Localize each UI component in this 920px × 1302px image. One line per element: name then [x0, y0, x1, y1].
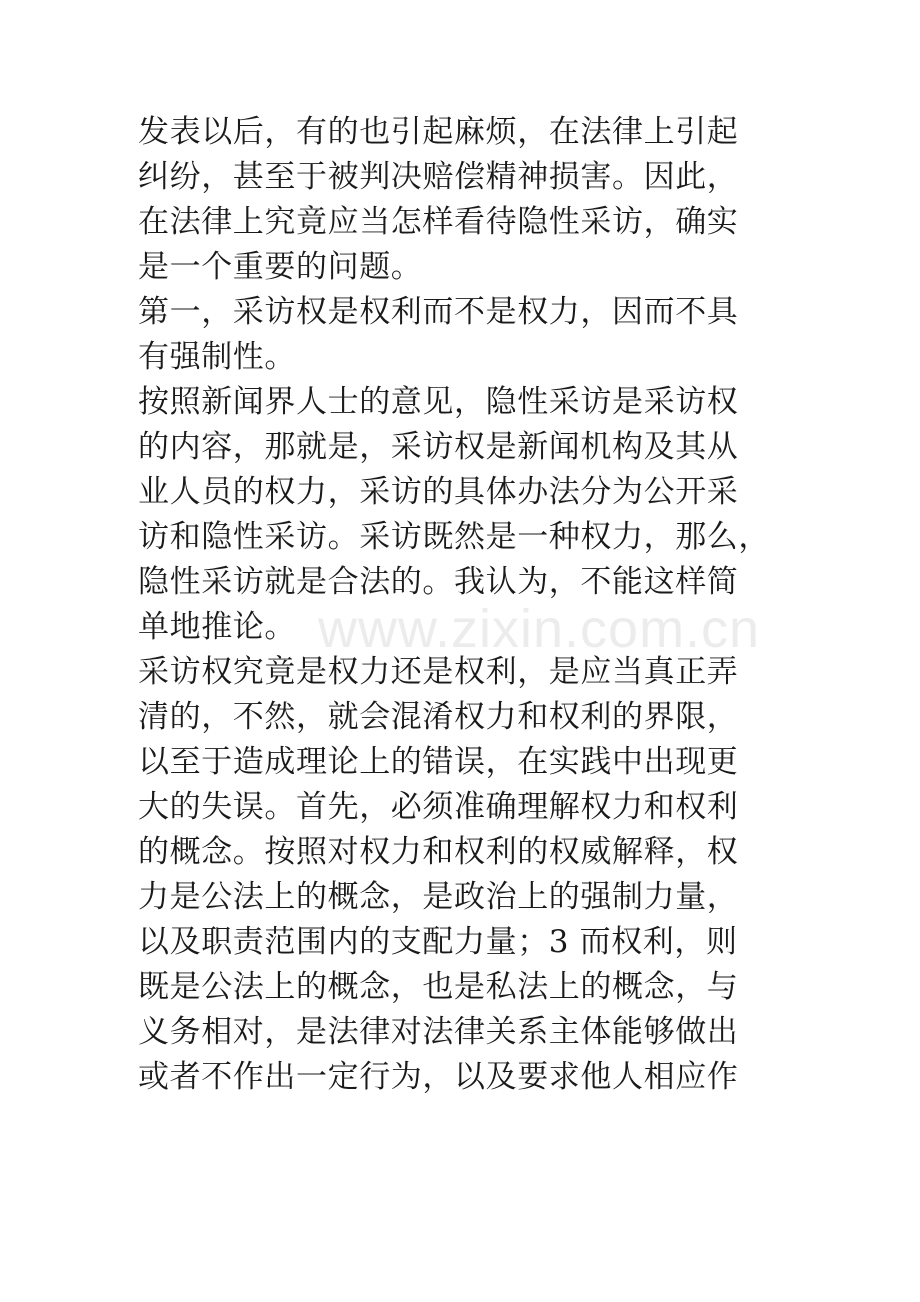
- text-line: 单地推论。: [138, 609, 296, 645]
- text-line: 或者不作出一定行为，以及要求他人相应作: [138, 1059, 739, 1095]
- text-line: 以至于造成理论上的错误，在实践中出现更: [138, 744, 739, 780]
- text-line: 既是公法上的概念，也是私法上的概念，与: [138, 969, 739, 1005]
- text-line: 第一，采访权是权利而不是权力，因而不具: [138, 294, 739, 330]
- text-line: 有强制性。: [138, 339, 296, 375]
- text-line: 在法律上究竟应当怎样看待隐性采访，确实: [138, 204, 739, 240]
- watermark: www.zixin.com.cn: [318, 599, 761, 659]
- text-line: 业人员的权力，采访的具体办法分为公开采: [138, 474, 739, 510]
- text-line: 义务相对，是法律对法律关系主体能够做出: [138, 1014, 739, 1050]
- text-line: 按照新闻界人士的意见，隐性采访是采访权: [138, 384, 739, 420]
- text-line: 采访权究竟是权力还是权利，是应当真正弄: [138, 654, 739, 690]
- text-line: 以及职责范围内的支配力量；3 而权利，则: [138, 924, 738, 960]
- text-line: 力是公法上的概念，是政治上的强制力量，: [138, 879, 739, 915]
- text-line: 发表以后，有的也引起麻烦，在法律上引起: [138, 114, 739, 150]
- text-line: 是一个重要的问题。: [138, 249, 423, 285]
- text-line: 的概念。按照对权力和权利的权威解释，权: [138, 834, 739, 870]
- text-line: 大的失误。首先，必须准确理解权力和权利: [138, 789, 739, 825]
- text-line: 纠纷，甚至于被判决赔偿精神损害。因此，: [138, 159, 739, 195]
- text-line: 的内容，那就是，采访权是新闻机构及其从: [138, 429, 739, 465]
- text-line: 访和隐性采访。采访既然是一种权力，那么，: [138, 519, 770, 555]
- text-line: 隐性采访就是合法的。我认为，不能这样简: [138, 564, 739, 600]
- text-line: 清的，不然，就会混淆权力和权利的界限，: [138, 699, 739, 735]
